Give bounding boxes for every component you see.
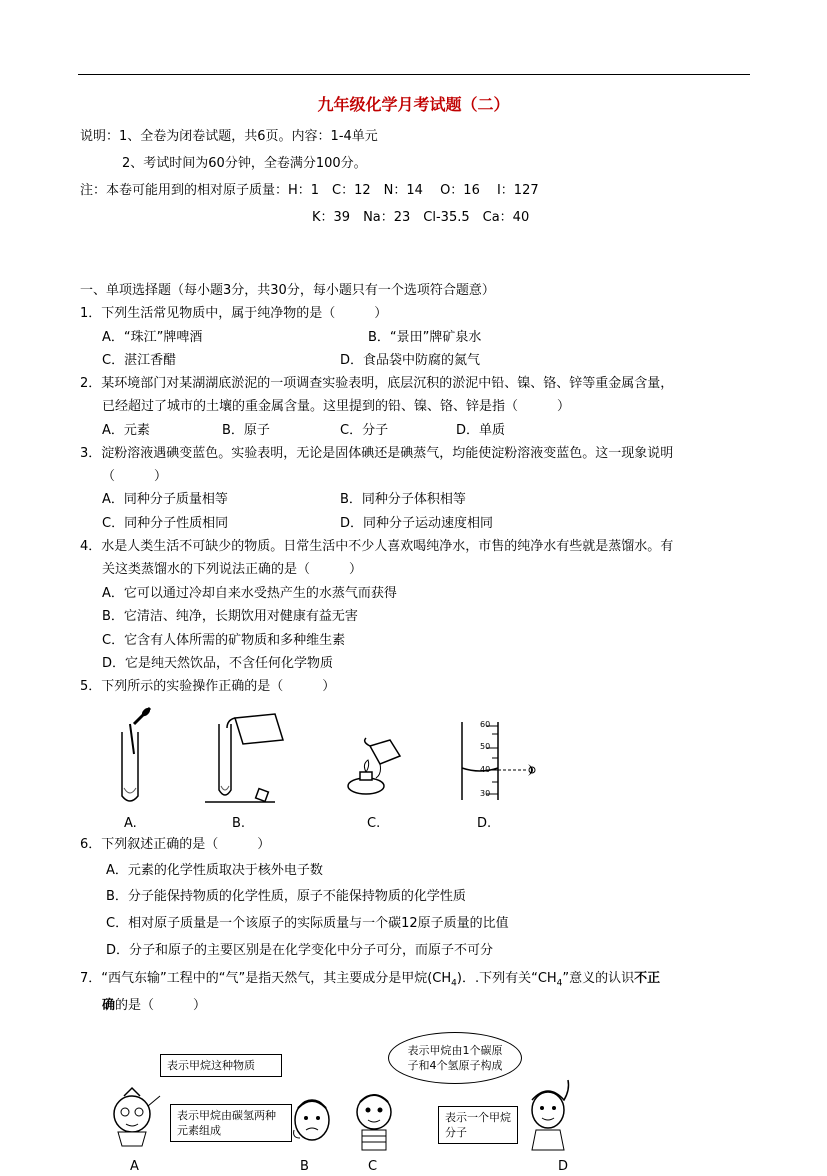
q2-stem-2: 已经超过了城市的土壤的重金属含量。这里提到的铅、镍、铬、锌是指（ ）	[102, 399, 571, 414]
note-line-3: 注：本卷可能用到的相对原子质量：H：1 C：12 N：14 O：16 I：127	[80, 183, 539, 198]
figure-b-pouring-liquid	[205, 710, 295, 806]
q7-subscript-1: 4	[451, 978, 457, 989]
scale-60: 60	[480, 720, 491, 729]
cartoon-character-a	[108, 1086, 158, 1146]
scale-50: 50	[480, 742, 491, 751]
note-line-4: K：39 Na：23 Cl-35.5 Ca：40	[312, 210, 530, 225]
q7-subscript-2: 4	[556, 978, 563, 989]
q2-option-c: C．分子	[340, 423, 389, 438]
q4-stem-1: 4．水是人类生活不可缺少的物质。日常生活中不少人喜欢喝纯净水，市售的纯净水有些就是蒸馏水。有	[80, 539, 674, 554]
cartoon-label-b: B	[300, 1159, 309, 1174]
q7-stem-2	[102, 997, 206, 1015]
section-heading: 一、单项选择题（每小题3分，共30分，每小题只有一个选项符合题意）	[80, 283, 495, 298]
q7-stem-part-d: 的是（ ）	[115, 998, 207, 1013]
q6-option-c: C．相对原子质量是一个该原子的实际质量与一个碳12原子质量的比值	[106, 916, 509, 931]
page-title: 九年级化学月考试题（二）	[317, 95, 510, 114]
q5-stem: 5．下列所示的实验操作正确的是（ ）	[80, 679, 336, 694]
bubble-d: 表示一个甲烷分子	[438, 1106, 518, 1144]
cartoon-character-c	[352, 1090, 396, 1152]
figure-c-label: C.	[367, 816, 381, 831]
q4-option-c: C．它含有人体所需的矿物质和多种维生素	[102, 633, 346, 648]
figure-a-dropper-test-tube	[112, 704, 152, 806]
q7-stem-part-c: ”意义的认识	[562, 971, 635, 986]
q7-stem-part-a: 7．“西气东输”工程中的“气”是指天然气，其主要成分是甲烷(CH	[80, 971, 452, 986]
figure-a-label: A.	[124, 816, 137, 831]
q4-stem-2: 关这类蒸馏水的下列说法正确的是（ ）	[102, 562, 363, 577]
figure-c-alcohol-lamps	[340, 738, 408, 798]
q1-option-d: D．食品袋中防腐的氮气	[340, 353, 481, 368]
q4-option-a: A．它可以通过冷却自来水受热产生的水蒸气而获得	[102, 586, 397, 601]
cartoon-label-c: C	[368, 1159, 378, 1174]
bubble-b: 表示甲烷由碳氢两种元素组成	[170, 1104, 292, 1142]
figure-b-label: B.	[232, 816, 246, 831]
q2-option-d: D．单质	[456, 423, 506, 438]
q3-stem-2: （ ）	[102, 469, 168, 484]
top-rule	[78, 74, 750, 75]
figure-d-graduated-cylinder	[448, 718, 548, 804]
q7-stem-bold: 不正	[634, 971, 661, 986]
cartoon-label-d: D	[558, 1159, 569, 1174]
q6-option-b: B．分子能保持物质的化学性质，原子不能保持物质的化学性质	[106, 889, 466, 904]
cartoon-character-d	[524, 1080, 574, 1150]
q6-option-a: A．元素的化学性质取决于核外电子数	[106, 863, 323, 878]
cartoon-label-a: A	[130, 1159, 139, 1174]
q7-stem-part-b: )．.下列有关“CH	[456, 971, 557, 986]
q2-option-b: B．原子	[222, 423, 270, 438]
q3-option-b: B．同种分子体积相等	[340, 492, 466, 507]
cartoon-character-b	[290, 1094, 334, 1154]
note-line-1: 说明：1、全卷为闭卷试题，共6页。内容：1-4单元	[80, 129, 378, 144]
q2-option-a: A．元素	[102, 423, 150, 438]
q4-option-d: D．它是纯天然饮品，不含任何化学物质	[102, 656, 334, 671]
q2-stem-1: 2．某环境部门对某湖湖底淤泥的一项调查实验表明，底层沉积的淤泥中铅、镍、铬、锌等重金属含量，	[80, 376, 674, 391]
q4-option-b: B．它清洁、纯净，长期饮用对健康有益无害	[102, 609, 358, 624]
q7-stem-bold-2: 确	[102, 998, 116, 1013]
q1-option-c: C．湛江香醋	[102, 353, 177, 368]
q6-option-d: D．分子和原子的主要区别是在化学变化中分子可分，而原子不可分	[106, 943, 494, 958]
q3-option-c: C．同种分子性质相同	[102, 516, 229, 531]
q3-stem-1: 3．淀粉溶液遇碘变蓝色。实验表明，无论是固体碘还是碘蒸气，均能使淀粉溶液变蓝色。这一现象说明	[80, 446, 674, 461]
scale-40: 40	[480, 765, 491, 774]
figure-d-label: D.	[477, 816, 492, 831]
q3-option-a: A．同种分子质量相等	[102, 492, 228, 507]
q6-stem: 6．下列叙述正确的是（ ）	[80, 837, 271, 852]
scale-30: 30	[480, 789, 491, 798]
bubble-a: 表示甲烷这种物质	[160, 1054, 282, 1077]
q1-option-b: B．“景田”牌矿泉水	[368, 330, 482, 345]
q7-stem-1	[80, 970, 660, 993]
q1-stem: 1．下列生活常见物质中，属于纯净物的是（ ）	[80, 306, 388, 321]
q3-option-d: D．同种分子运动速度相同	[340, 516, 494, 531]
bubble-c: 表示甲烷由1个碳原子和4个氢原子构成	[388, 1032, 522, 1084]
note-line-2: 2、考试时间为60分钟，全卷满分100分。	[122, 156, 367, 171]
q1-option-a: A．“珠江”牌啤酒	[102, 330, 203, 345]
